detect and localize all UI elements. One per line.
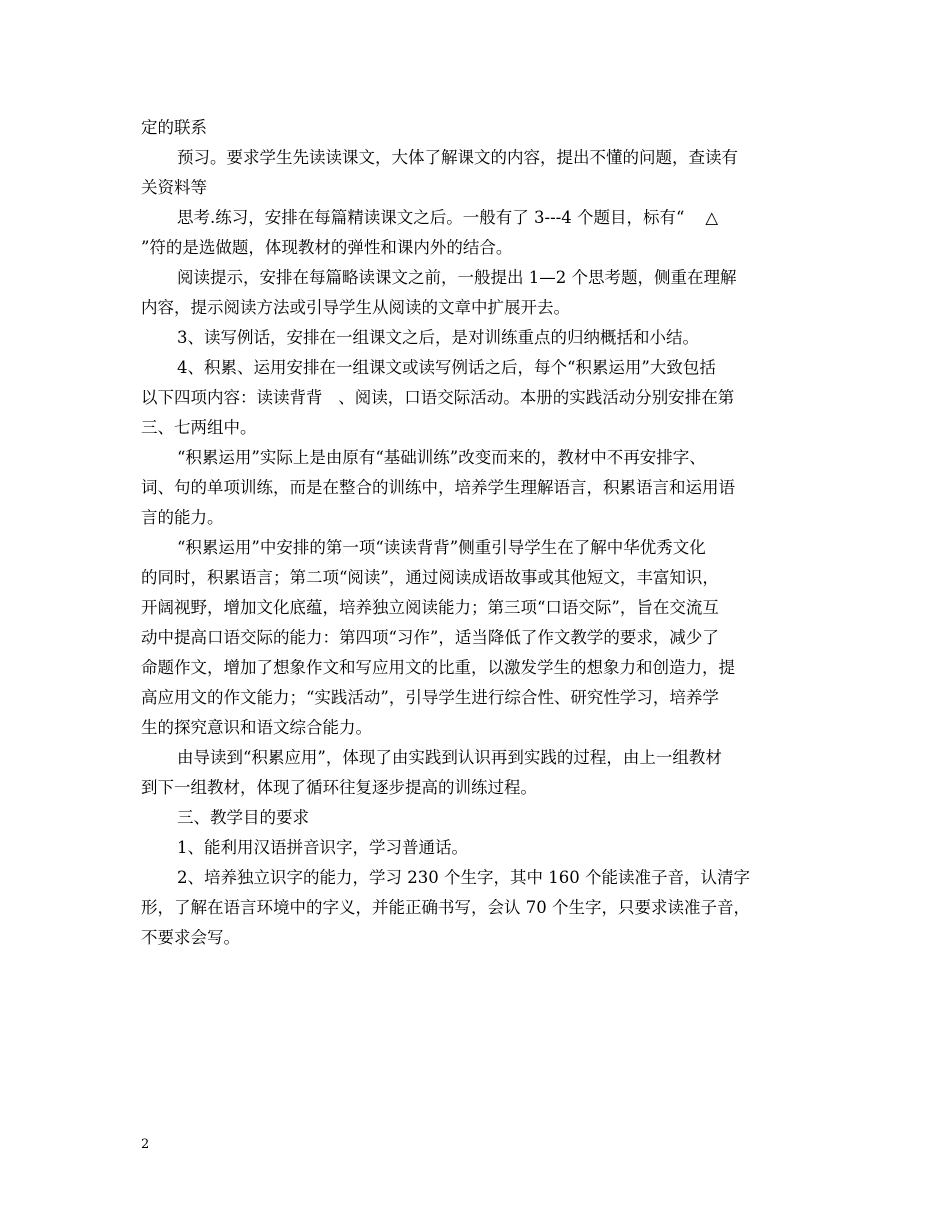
text-line: 的同时，积累语言；第二项“阅读”，通过阅读成语故事或其他短文，丰富知识，: [141, 568, 719, 587]
section-heading: 三、教学目的要求: [177, 808, 309, 827]
text-line: 动中提高口语交际的能力：第四项“习作”，适当降低了作文教学的要求，减少了: [141, 628, 719, 647]
text-line: 以下四项内容：读读背背 、阅读，口语交际活动。本册的实践活动分别安排在第: [141, 388, 735, 407]
text-line: 命题作文，增加了想象作文和写应用文的比重，以激发学生的想象力和创造力，提: [141, 658, 735, 677]
text-line: 定的联系: [141, 118, 207, 137]
text-line: 三、七两组中。: [141, 418, 257, 437]
page-number: 2: [141, 1137, 150, 1152]
text-line: 思考.练习，安排在每篇精读课文之后。一般有了 3---4 个题目，标有“ △: [177, 208, 719, 227]
document-body: [141, 113, 816, 953]
text-line: 1、能利用汉语拼音识字，学习普通话。: [177, 838, 468, 857]
text-line: 不要求会写。: [141, 928, 240, 947]
text-line: 生的探究意识和语文综合能力。: [141, 718, 372, 737]
text-line: 3、读写例话，安排在一组课文之后，是对训练重点的归纳概括和小结。: [177, 328, 699, 347]
text-line: “积累运用”中安排的第一项“读读背背”侧重引导学生在了解中华优秀文化: [177, 538, 706, 557]
text-line: 由导读到“积累应用”，体现了由实践到认识再到实践的过程，由上一组教材: [177, 748, 722, 767]
text-line: 词、句的单项训练，而是在整合的训练中，培养学生理解语言，积累语言和运用语: [141, 478, 735, 497]
text-line: 形，了解在语言环境中的字义，并能正确书写，会认 70 个生字，只要求读准子音，: [141, 898, 750, 917]
text-line: 内容，提示阅读方法或引导学生从阅读的文章中扩展开去。: [141, 298, 570, 317]
text-line: 高应用文的作文能力；“实践活动”，引导学生进行综合性、研究性学习，培养学: [141, 688, 719, 707]
text-line: 开阔视野，增加文化底蕴，培养独立阅读能力；第三项“口语交际”，旨在交流互: [141, 598, 719, 617]
text-line: ”符的是选做题，体现教材的弹性和课内外的结合。: [141, 238, 513, 257]
text-line: 关资料等: [141, 178, 207, 197]
text-line: 2、培养独立识字的能力，学习 230 个生字，其中 160 个能读准子音，认清字: [177, 868, 750, 887]
text-line: 言的能力。: [141, 508, 224, 527]
text-line: “积累运用”实际上是由原有“基础训练”改变而来的，教材中不再安排字、: [177, 448, 706, 467]
text-line: 阅读提示，安排在每篇略读课文之前，一般提出 1—2 个思考题，侧重在理解: [177, 268, 737, 287]
text-line: 4、积累、运用安排在一组课文或读写例话之后，每个“积累运用”大致包括: [177, 358, 716, 377]
text-line: 预习。要求学生先读读课文，大体了解课文的内容，提出不懂的问题，查读有: [177, 148, 738, 167]
text-line: 到下一组教材，体现了循环往复逐步提高的训练过程。: [141, 778, 537, 797]
